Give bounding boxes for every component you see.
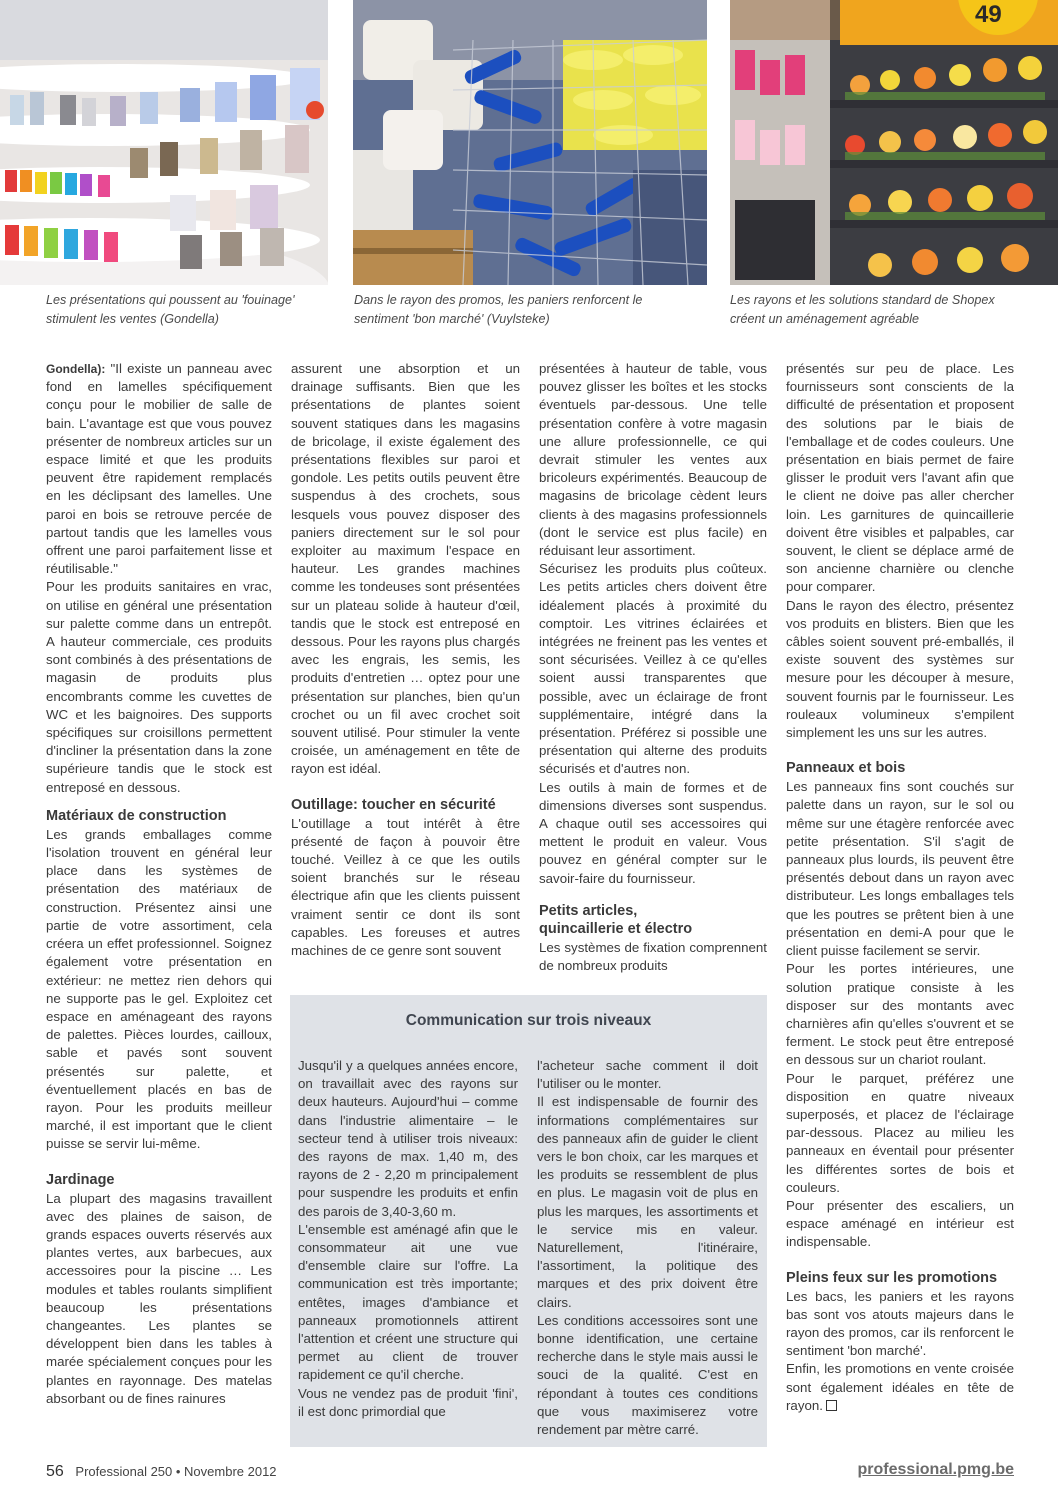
article-column-4 xyxy=(786,360,1014,1415)
heading-outillage: Outillage: toucher en sécurité xyxy=(291,796,496,813)
photo-caption-3: Les rayons et les solutions standard de Shopex créent un aménagement agréable xyxy=(730,293,995,326)
paragraph: Les systèmes de fixation comprennent de nombreux produits xyxy=(539,939,767,974)
paragraph: L'ensemble est aménagé afin que le consommateur ait une vue d'ensemble claire sur l'offre. La communication est très importante; entêtes, images d'ambiance et panneaux promotionnels attirent l'attention et créent une structure qui permet au client de trouver rapidement ce qu'il cherche. xyxy=(298,1221,518,1383)
paragraph: Sécurisez les produits plus coûteux. Les petits articles chers doivent être idéalement placés à proximité du comptoir. Les vitrines éclairées et intégrées ne freinent pas les ventes et sont sécurisées. Veillez à ce qu'elles soient aussi transparentes que possible, avec un éclairage de front supplémentaire, intégré dans la présentation. Préférez si possible une présentation qui alterne des produits sécurisés et d'autres non. xyxy=(539,561,767,777)
article-column-1 xyxy=(46,360,272,1408)
paragraph: assurent une absorption et un drainage suffisants. Bien que les présentations de plantes soient souvent statiques dans les magasins de bricolage, il existe également des présentations flexibles sur paroi et gondole. Les petits outils peuvent être suspendus à des crochets, sous lesquels vous pouvez disposer des paniers directement sur le sol pour exploiter au maximum l'espace en hauteur. Les grandes machines comme les tondeuses sont présentées sur un plateau solide à hauteur d'œil, tandis que le stock est entreposé en dessous. Pour les rayons plus chargés avec les engrais, les semis, les produits d'entretien … optez pour une présentation sur planches, bien qu'un crochet ou un fil avec crochet soit souvent utilisé. Pour stimuler la vente croisée, un aménagement en tête de rayon est idéal. xyxy=(291,361,520,777)
page-number: 56 xyxy=(46,1463,64,1480)
paragraph: Les bacs, les paniers et les rayons bas sont vos atouts majeurs dans le rayon des promos, car ils renforcent le sentiment 'bon marché'. xyxy=(786,1288,1014,1359)
sidebar-column-left xyxy=(298,1057,518,1421)
footer-right xyxy=(858,1461,1014,1479)
article-column-3 xyxy=(539,360,767,975)
paragraph: Les conditions accessoires sont une bonne identification, une certaine recherche dans le style mais aussi le souci de la qualité. C'est en répondant à toutes ces conditions que vous maximiserez votre rendement par mètre carré. xyxy=(537,1312,758,1438)
heading-panneaux: Panneaux et bois xyxy=(786,760,906,777)
paragraph: présentées à hauteur de table, vous pouvez glisser les boîtes et les stocks éventuels par-dessous. Une telle présentation confère à votre magasin une allure professionnelle, ce qui devrait stimuler les ventes aux bricoleurs expérimentés. Beaucoup de magasins de bricolage cèdent leurs clients à des magasins professionnels (dont le service est plus facile) en réduisant leur assortiment. xyxy=(539,361,767,559)
paragraph: La plupart des magasins travaillent avec des plaines de saison, de grands espaces ouverts réservés aux plantes vertes, aux barbecues, aux accessoires pour la piscine … Les modules et tables roulants simplifient beaucoup les présentations changeantes. Les plantes se développent bien dans les tables à marée spécialement conçues pour les plantes en rayonnage. Des matelas absorbant ou de fines rainures xyxy=(46,1190,272,1406)
paragraph: présentés sur peu de place. Les fournisseurs sont conscients de la difficulté de présentation et proposent des solutions par le biais de l'emballage et de codes couleurs. Une présentation en biais permet de faire glisser le produit vers l'avant afin que le client ne doive pas aller chercher loin. Les garnitures de quincaillerie doivent être visibles et palpables, car souvent, le client se déplace armé de son ancienne charnière ou clenche pour comparer. xyxy=(786,361,1014,595)
photo-gondella-shelves xyxy=(0,0,328,285)
paragraph: Enfin, les promotions en vente croisée sont également idéales en tête de rayon. xyxy=(786,1361,1014,1413)
paragraph: Pour le parquet, préférez une disposition en quatre niveaux superposés, et placez de l'éclairage par-dessous. Placez au milieu les panneaux en éventail pour présenter les différentes sortes de bois et couleurs. xyxy=(786,1070,1014,1195)
end-mark-icon xyxy=(826,1400,837,1411)
paragraph: Pour les produits sanitaires en vrac, on utilise en général une présentation sur palette comme dans un entrepôt. A hauteur commerciale, ces produits sont combinés à des présentations de magasin de produits plus encombrants comme les cuvettes de WC et les baignoires. Des supports spécifiques sur croisillons permettent d'incliner la présentation dans la zone supérieure tandis que le stock est entreposé en dessous. xyxy=(46,579,272,795)
paragraph: Pour les portes intérieures, une solution pratique consiste à les disposer sur des montants avec charnières afin qu'elles s'ouvrent et se ferment. Le stock peut être entreposé en dessous sur un chariot roulant. xyxy=(786,961,1014,1068)
photo-promo-baskets xyxy=(353,0,707,285)
price-badge: 49 xyxy=(975,1,1002,28)
article-column-2 xyxy=(291,360,520,960)
sidebar-box xyxy=(290,995,767,1447)
heading-petits-articles: Petits articles, xyxy=(539,902,638,919)
photo-caption-1: Les présentations qui poussent au 'fouinage' stimulent les ventes (Gondella) xyxy=(46,293,295,326)
footer-left xyxy=(46,1463,277,1481)
photo-shopex-flowers xyxy=(730,0,1058,285)
paragraph: l'acheteur sache comment il doit l'utiliser ou le monter. xyxy=(537,1058,758,1092)
heading-jardinage: Jardinage xyxy=(46,1171,115,1188)
paragraph: Vous ne vendez pas de produit 'fini', il est donc primordial que xyxy=(298,1385,518,1419)
heading-materiaux: Matériaux de construction xyxy=(46,807,227,824)
lead-in: Gondella): xyxy=(46,362,106,376)
heading-petits-articles-2: quincaillerie et électro xyxy=(539,920,693,937)
paragraph: Jusqu'il y a quelques années encore, on travaillait avec des rayons sur deux hauteurs. Aujourd'hui – comme dans l'industrie alimentaire – le secteur tend à utiliser trois niveaux: des rayons de max. 1,40 m, des rayons de 2 - 2,20 m principalement pour suspendre les produits et enfin des parois de 3,40-3,60 m. xyxy=(298,1058,518,1219)
issue-info: Professional 250 • Novembre 2012 xyxy=(75,1464,277,1479)
paragraph: Pour présenter des escaliers, un espace aménagé en intérieur est indispensable. xyxy=(786,1197,1014,1250)
photo-caption-2: Dans le rayon des promos, les paniers renforcent le sentiment 'bon marché' (Vuylsteke) xyxy=(354,293,643,326)
paragraph: Il est indispensable de fournir des informations complémentaires sur des panneaux afin de guider le client vers le bon choix, car les marques et les produits se ressemblent de plus en plus. Le magasin voit de plus en plus les marques, les assortiments et le service mis en valeur. Naturellement, l'itinéraire, l'assortiment, la politique des marques et des prix doivent être clairs. xyxy=(537,1094,758,1310)
sidebar-title: Communication sur trois niveaux xyxy=(405,1012,652,1029)
paragraph: L'outillage a tout intérêt à être présenté de façon à pouvoir être touché. Veillez à ce que les outils soient branchés sur le réseau électrique afin que les clients puissent vraiment sentir ce dont ils sont capables. Les foreuses et autres machines de ce genre sont souvent xyxy=(291,815,520,959)
paragraph: Les outils à main de formes et de dimensions diverses sont suspendus. A chaque outil ses accessoires qui mettent le produit en valeur. Vous pouvez en général compter sur le savoir-faire du fournisseur. xyxy=(539,779,767,886)
paragraph: Dans le rayon des électro, présentez vos produits en blisters. Bien que les câbles soient souvent pré-emballés, il existe souvent des systèmes sur mesure pour les découper à mesure, souvent fournis par le fournisseur. Les rouleaux volumineux s'empilent simplement les uns sur les autres. xyxy=(786,597,1014,741)
paragraph: Les panneaux fins sont couchés sur palette dans un rayon, sur le sol ou même sur une étagère renforcée avec petite présentation. S'il s'agit de panneaux plus lourds, ils peuvent être présentés debout dans un rayon avec distributeur. Les longs emballages tels que les poutres se prêtent bien à une présentation en demi-A pour que le client puisse facilement se servir. xyxy=(786,779,1014,959)
paragraph: "Il existe un panneau avec fond en lamelles spécifiquement conçu pour le mobilier de salle de bain. L'avantage est que vous pouvez présenter de nombreux articles sur un espace limité et que les produits peuvent être rapidement remplacés en les déclipsant des lamelles. Une paroi en bois se retrouve percée de partout tandis que les lamelles vous offrent une paroi parfaitement lisse et réutilisable." xyxy=(46,361,272,577)
heading-promotions: Pleins feux sur les promotions xyxy=(786,1269,998,1286)
website-link[interactable]: professional.pmg.be xyxy=(857,1461,1014,1478)
sidebar-column-right xyxy=(537,1057,758,1439)
paragraph: Les grands emballages comme l'isolation trouvent en général leur place dans les systèmes de présentation des matériaux de construction. Présentez ainsi une partie de votre assortiment, cela créera un effet professionnel. Soignez également votre présentation en extérieur: ne mettez rien dehors qui ne supporte pas le gel. Exploitez cet espace en aménageant des rayons de palettes. Pièces lourdes, cailloux, sable et pavés sont souvent présentés sur palette, et éventuellement placés en bas de rayon. Pour les produits meilleur marché, il est important que le client puisse se servir lui-même. xyxy=(46,826,272,1152)
